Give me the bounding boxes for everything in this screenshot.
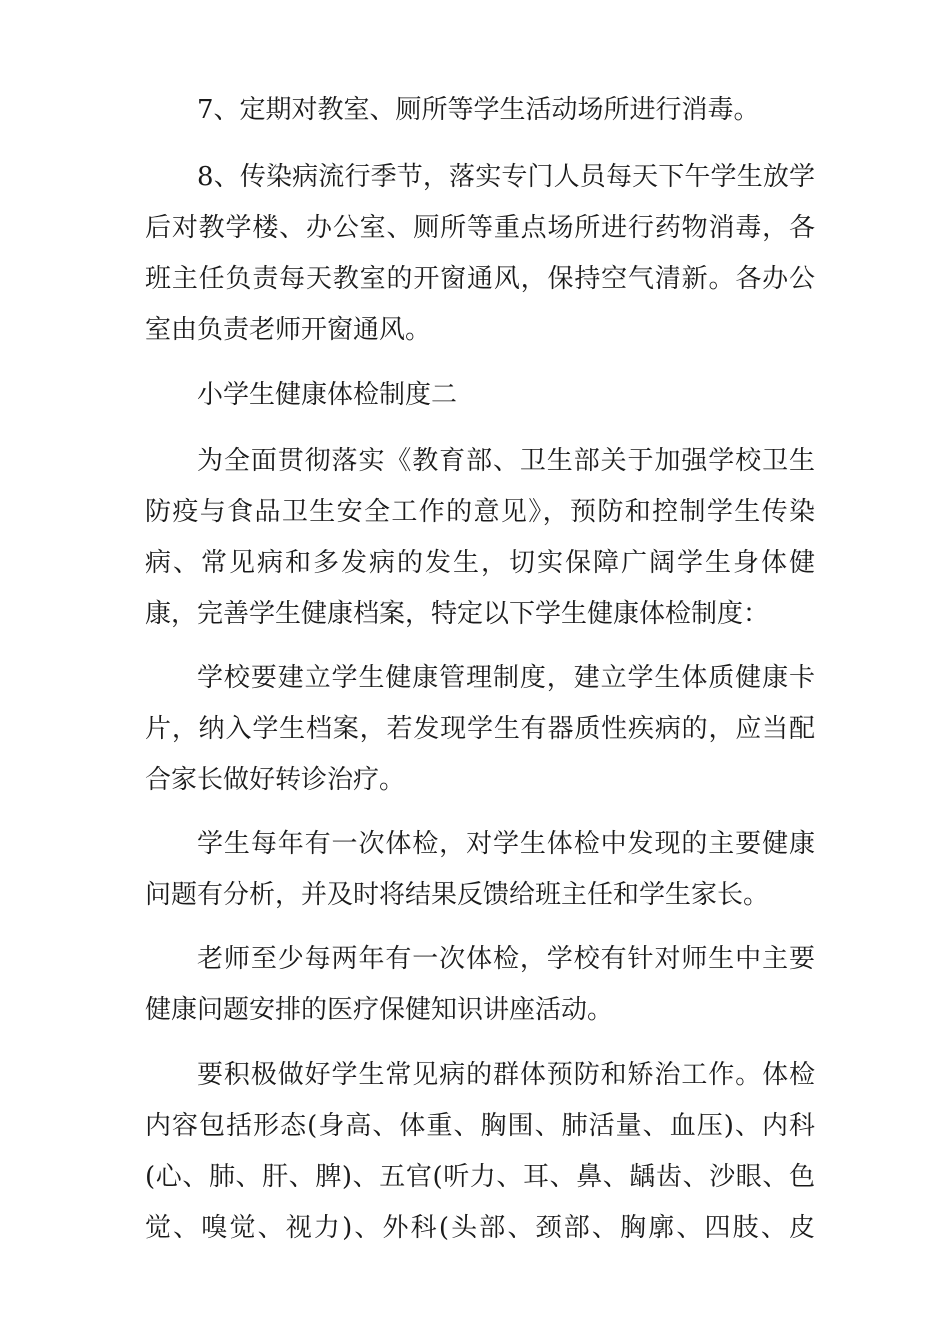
paragraph-line: 内容包括形态(身高、体重、胸围、肺活量、血压)、内科: [145, 1111, 815, 1141]
paragraph-line: 学校要建立学生健康管理制度，建立学生体质健康卡: [197, 663, 815, 693]
paragraph-line: 觉、嗅觉、视力)、外科(头部、颈部、胸廓、四肢、皮: [145, 1213, 815, 1243]
paragraph-line: 班主任负责每天教室的开窗通风，保持空气清新。各办公: [145, 264, 815, 294]
section-heading: 小学生健康体检制度二: [197, 380, 458, 410]
paragraph-line: 8、传染病流行季节，落实专门人员每天下午学生放学: [197, 162, 815, 192]
paragraph-line: 老师至少每两年有一次体检，学校有针对师生中主要: [197, 944, 815, 974]
paragraph-line: 康，完善学生健康档案，特定以下学生健康体检制度：: [145, 599, 770, 629]
paragraph-line: 病、常见病和多发病的发生，切实保障广阔学生身体健: [145, 548, 815, 578]
paragraph-line: 问题有分析，并及时将结果反馈给班主任和学生家长。: [145, 880, 770, 910]
paragraph-line: 片，纳入学生档案，若发现学生有器质性疾病的，应当配: [145, 714, 815, 744]
paragraph-line: 健康问题安排的医疗保健知识讲座活动。: [145, 995, 614, 1025]
paragraph-line: 要积极做好学生常见病的群体预防和矫治工作。体检: [197, 1060, 815, 1090]
paragraph-line: 后对教学楼、办公室、厕所等重点场所进行药物消毒，各: [145, 213, 815, 243]
paragraph-line: 学生每年有一次体检，对学生体检中发现的主要健康: [197, 829, 815, 859]
paragraph-line: 7、定期对教室、厕所等学生活动场所进行消毒。: [197, 95, 760, 125]
paragraph-line: (心、肺、肝、脾)、五官(听力、耳、鼻、龋齿、沙眼、色: [145, 1162, 815, 1192]
paragraph-line: 室由负责老师开窗通风。: [145, 315, 432, 345]
paragraph-line: 防疫与食品卫生安全工作的意见》，预防和控制学生传染: [145, 497, 815, 527]
paragraph-line: 为全面贯彻落实《教育部、卫生部关于加强学校卫生: [197, 446, 815, 476]
paragraph-line: 合家长做好转诊治疗。: [145, 765, 406, 795]
